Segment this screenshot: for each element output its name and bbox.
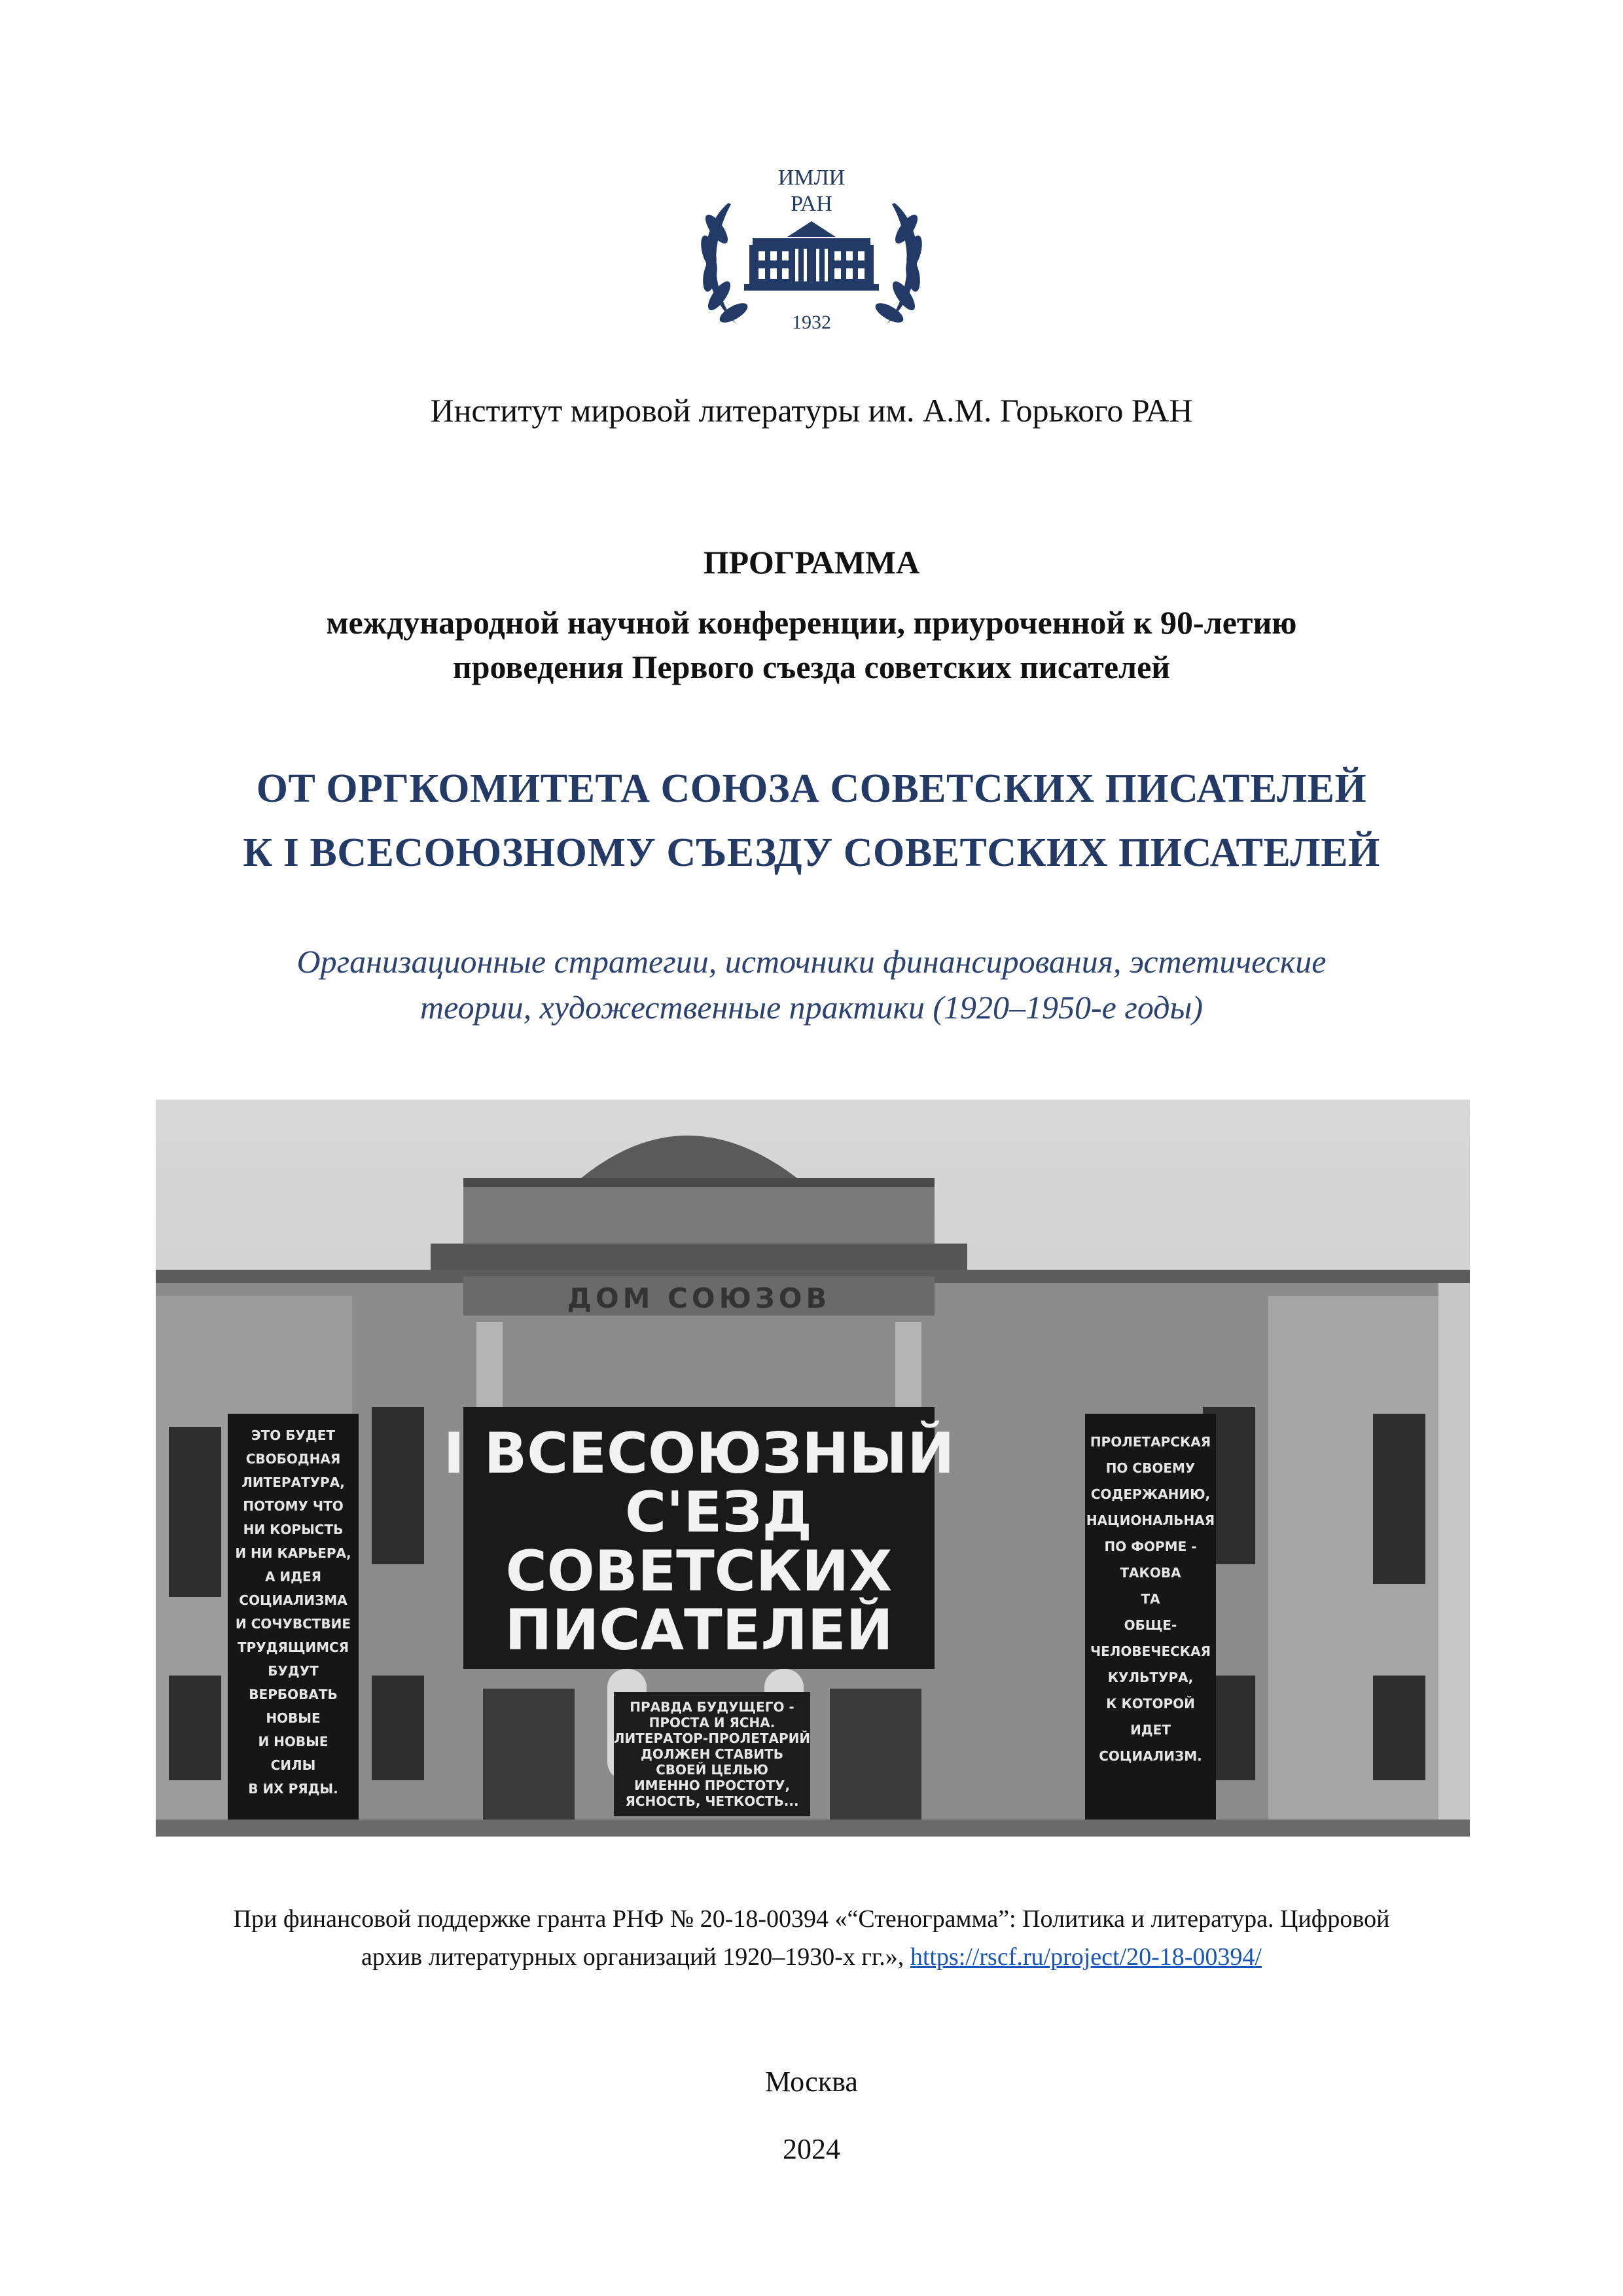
left-slogan-line-1: ЭТО БУДЕТ <box>251 1427 336 1443</box>
right-slogan-line-7: ТА <box>1141 1591 1160 1607</box>
left-slogan-line-12: ВЕРБОВАТЬ <box>249 1687 338 1702</box>
city: Москва <box>765 2066 858 2098</box>
year: 2024 <box>783 2133 840 2165</box>
left-slogan-line-5: НИ КОРЫСТЬ <box>243 1522 344 1537</box>
right-slogan-line-13: СОЦИАЛИЗМ. <box>1099 1748 1202 1764</box>
grant-line2 <box>0 1943 1623 1971</box>
left-slogan-line-9: И СОЧУВСТВИЕ <box>235 1616 351 1632</box>
right-slogan-line-9: ЧЕЛОВЕЧЕСКАЯ <box>1090 1643 1211 1659</box>
left-slogan-line-10: ТРУДЯЩИМСЯ <box>237 1640 349 1655</box>
institute-name: Институт мировой литературы им. А.М. Горького РАН <box>430 392 1193 429</box>
banner-line-1: I ВСЕСОЮЗНЫЙ <box>443 1421 955 1486</box>
left-slogan-line-15: СИЛЫ <box>270 1757 316 1773</box>
left-slogan-line-8: СОЦИАЛИЗМА <box>239 1592 348 1608</box>
right-slogan-line-4: НАЦИОНАЛЬНАЯ <box>1086 1513 1215 1528</box>
grant-line1: При финансовой поддержке гранта РНФ № 20-18-00394 «“Стенограмма”: Политика и литература. Цифровой <box>233 1905 1390 1933</box>
left-slogan-line-3: ЛИТЕРАТУРА, <box>241 1475 345 1490</box>
logo-year: 1932 <box>792 312 831 333</box>
banner-line-4: ПИСАТЕЛЕЙ <box>505 1598 893 1663</box>
center-slogan-line-3: ЛИТЕРАТОР-ПРОЛЕТАРИЙ <box>613 1731 811 1746</box>
left-slogan-line-2: СВОБОДНАЯ <box>245 1451 341 1467</box>
center-slogan-line-4: ДОЛЖЕН СТАВИТЬ <box>641 1746 783 1762</box>
banner-line-3: СОВЕТСКИХ <box>505 1539 893 1604</box>
imli-ran-logo <box>671 157 952 353</box>
house-of-unions-photo <box>156 1100 1470 1837</box>
left-slogan-line-7: А ИДЕЯ <box>264 1569 322 1585</box>
center-slogan-line-1: ПРАВДА БУДУЩЕГО - <box>630 1699 794 1715</box>
grant-link[interactable]: https://rscf.ru/project/20-18-00394/ <box>910 1943 1262 1971</box>
program-subtitle-line2: проведения Первого съезда советских писателей <box>452 649 1171 685</box>
center-slogan-line-5: СВОЕЙ ЦЕЛЬЮ <box>656 1762 768 1778</box>
banner-line-2: С'ЕЗД <box>625 1480 812 1545</box>
logo-line2: РАН <box>791 192 832 216</box>
right-slogan-line-1: ПРОЛЕТАРСКАЯ <box>1090 1434 1211 1450</box>
right-slogan-line-2: ПО СВОЕМУ <box>1105 1460 1196 1476</box>
left-slogan-line-16: В ИХ РЯДЫ. <box>248 1781 338 1797</box>
left-slogan-line-14: И НОВЫЕ <box>258 1734 329 1749</box>
grant-line2-text: архив литературных организаций 1920–1930-х гг.», <box>361 1943 910 1971</box>
headline-line1: ОТ ОРГКОМИТЕТА СОЮЗА СОВЕТСКИХ ПИСАТЕЛЕЙ <box>256 766 1367 811</box>
left-slogan-line-6: И НИ КАРЬЕРА, <box>235 1545 351 1561</box>
program-title: ПРОГРАММА <box>703 544 920 581</box>
right-slogan-line-3: СОДЕРЖАНИЮ, <box>1090 1486 1211 1502</box>
left-slogan-line-11: БУДУТ <box>268 1663 319 1679</box>
subtitle-line1: Организационные стратегии, источники финансирования, эстетические <box>296 943 1327 980</box>
center-slogan-line-7: ЯСНОСТЬ, ЧЕТКОСТЬ... <box>625 1793 799 1809</box>
center-slogan-line-6: ИМЕННО ПРОСТОТУ, <box>633 1778 791 1793</box>
right-slogan-line-11: К КОТОРОЙ <box>1106 1696 1195 1712</box>
subtitle-line2: теории, художественные практики (1920–1950-е годы) <box>419 989 1204 1026</box>
right-slogan-line-6: ТАКОВА <box>1120 1565 1181 1581</box>
program-subtitle-line1: международной научной конференции, приуроченной к 90-летию <box>326 604 1297 641</box>
center-slogan-line-2: ПРОСТА И ЯСНА. <box>649 1715 776 1731</box>
left-slogan-line-13: НОВЫЕ <box>266 1710 321 1726</box>
headline-line2: К I ВСЕСОЮЗНОМУ СЪЕЗДУ СОВЕТСКИХ ПИСАТЕЛЕЙ <box>243 831 1380 875</box>
logo-line1: ИМЛИ <box>777 166 846 190</box>
right-slogan-line-8: ОБЩЕ- <box>1124 1617 1177 1633</box>
left-slogan-line-4: ПОТОМУ ЧТО <box>243 1498 344 1514</box>
right-slogan-line-12: ИДЕТ <box>1130 1722 1171 1738</box>
right-slogan-line-5: ПО ФОРМЕ - <box>1104 1539 1197 1554</box>
building-sign: ДОМ СОЮЗОВ <box>567 1282 831 1314</box>
right-slogan-line-10: КУЛЬТУРА, <box>1107 1670 1194 1685</box>
